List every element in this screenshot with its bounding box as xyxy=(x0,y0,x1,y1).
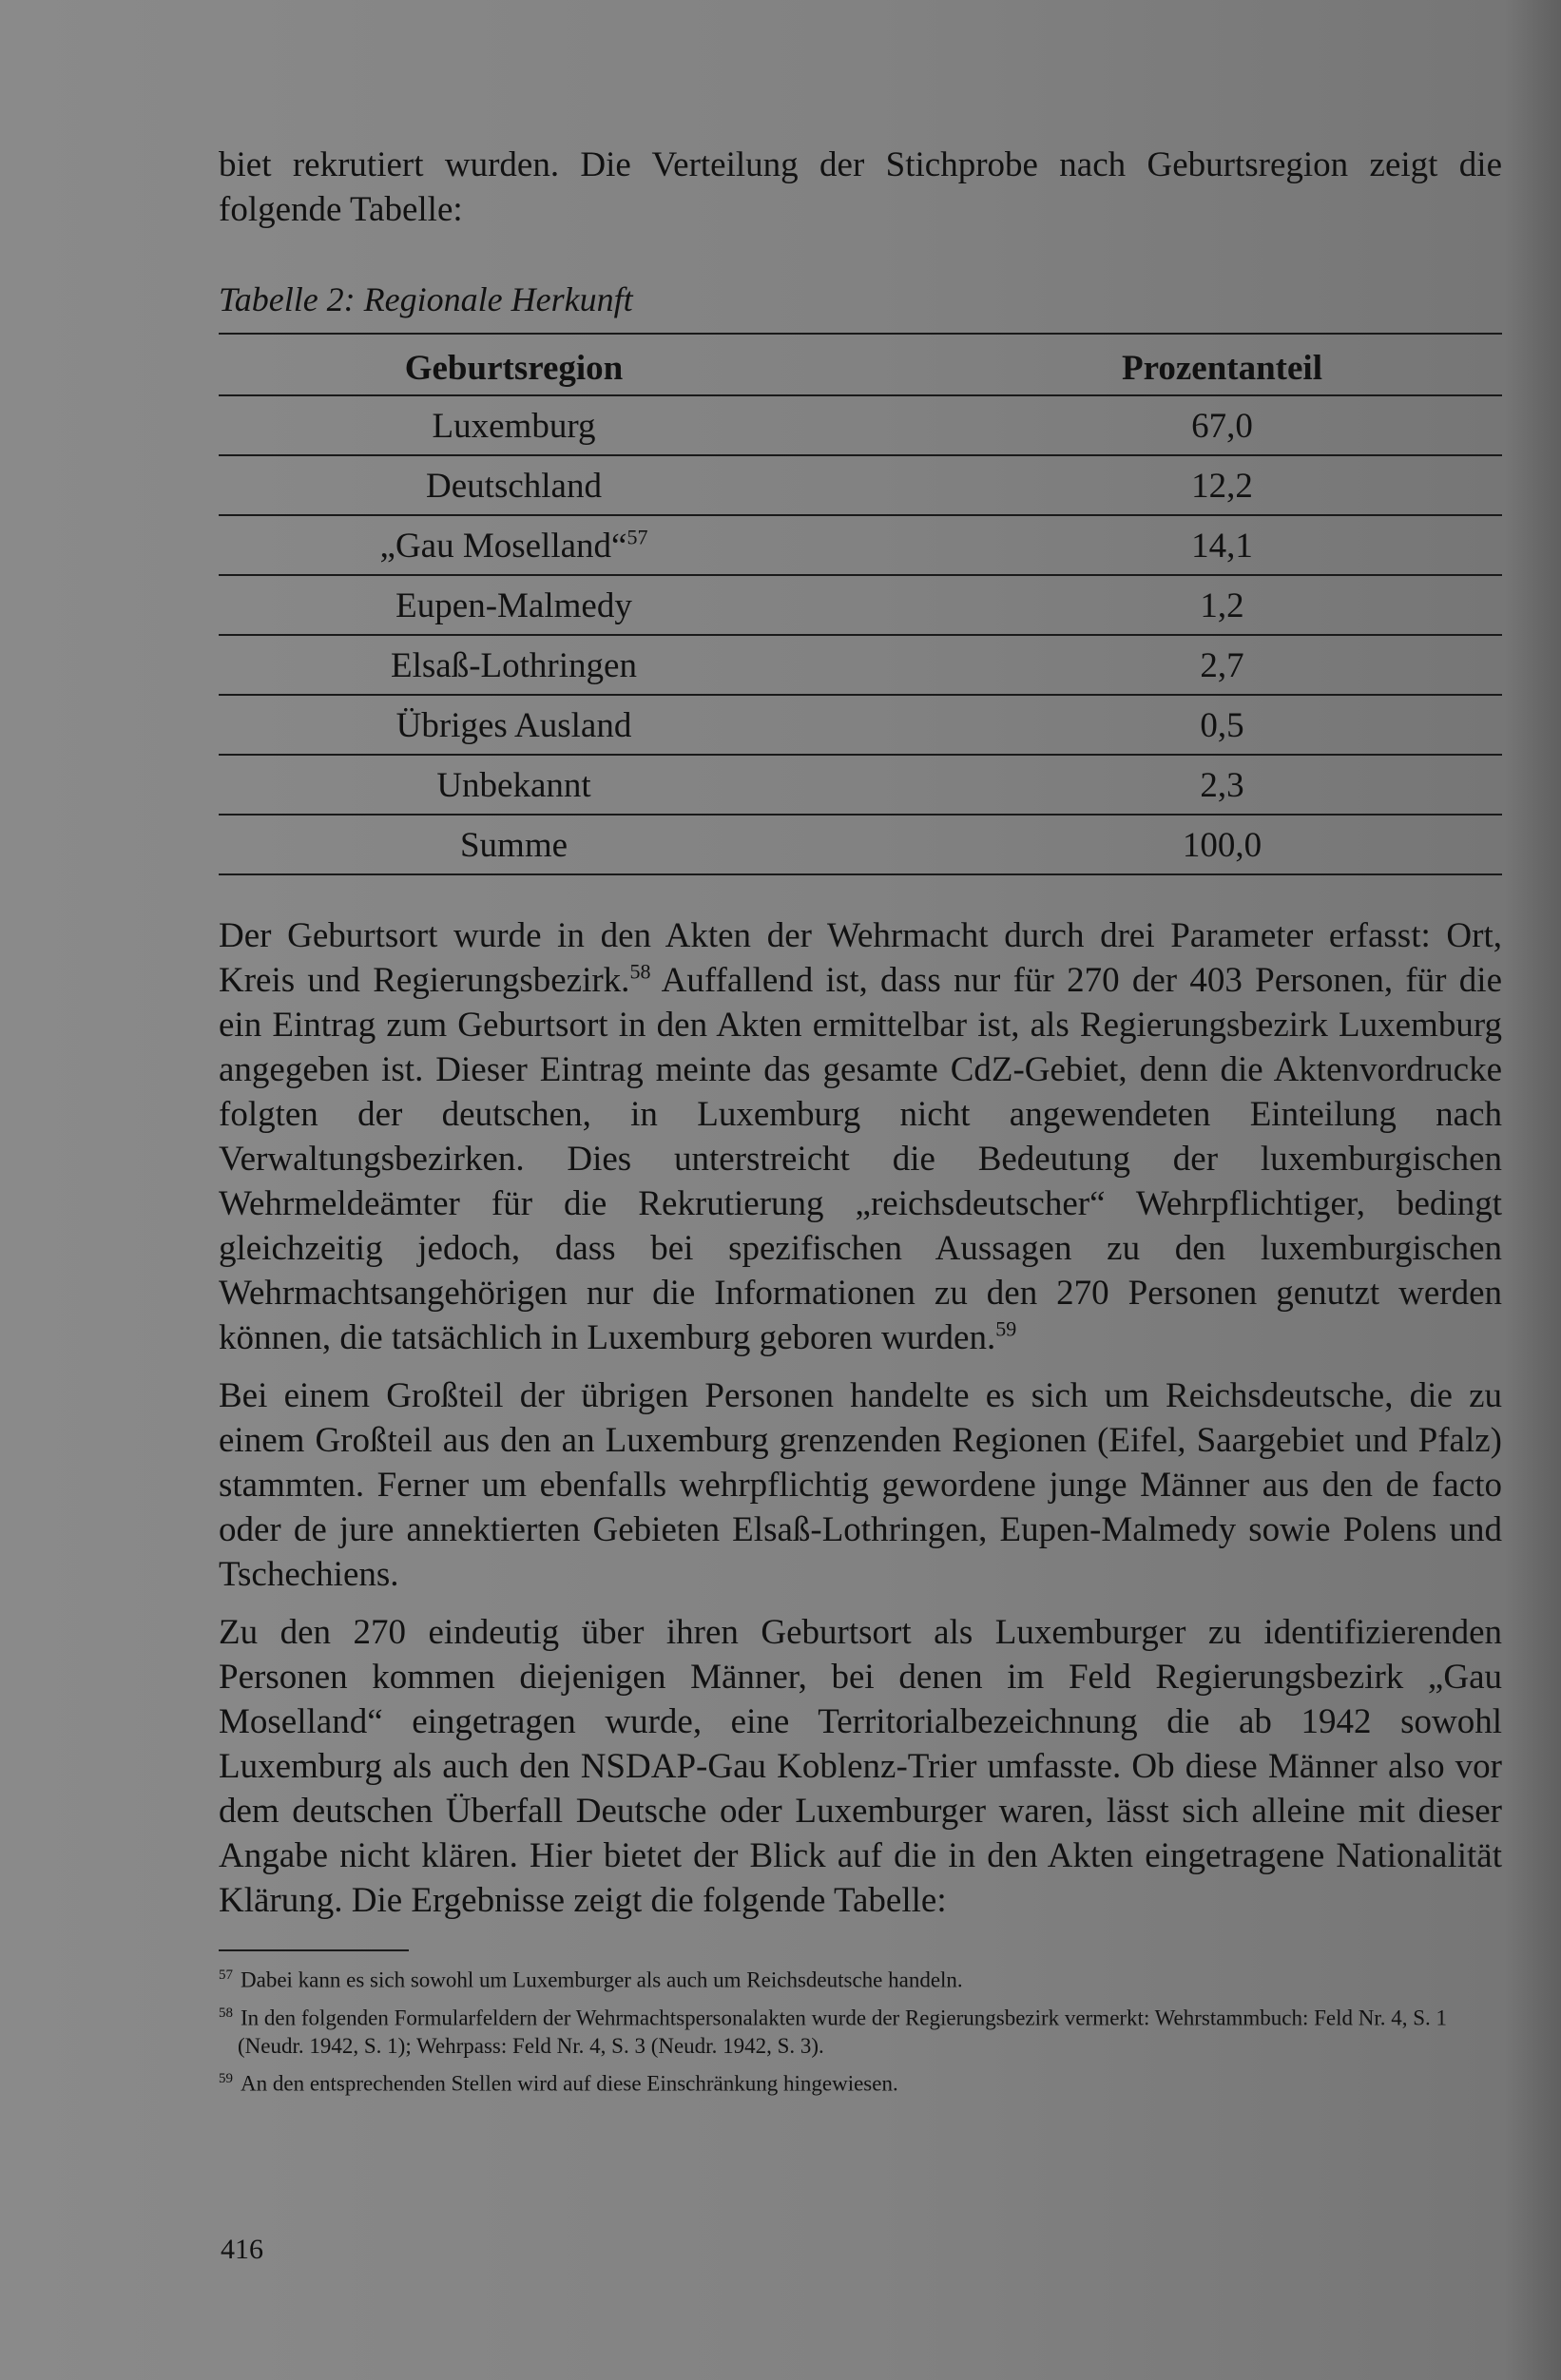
regional-origin-table xyxy=(219,333,1502,875)
table-row xyxy=(219,695,1502,755)
footnote-divider xyxy=(219,1949,409,1951)
percent-cell: 2,3 xyxy=(809,755,1502,815)
table-row xyxy=(219,395,1502,455)
table-row xyxy=(219,755,1502,815)
intro-paragraph: biet rekrutiert wurden. Die Verteilung der Stichprobe nach Geburtsregion zeigt die folgende Tabelle: xyxy=(219,145,1502,229)
table-caption: Tabelle 2: Regionale Herkunft xyxy=(219,280,633,318)
table-row xyxy=(219,815,1502,874)
footnote-57: $^{57}$ Dabei kann es sich sowohl um Luxemburger als auch um Reichsdeutsche handeln. xyxy=(219,1967,963,1992)
percent-cell: 12,2 xyxy=(809,455,1502,515)
header-prozentanteil: Prozentanteil xyxy=(809,334,1502,395)
footnote-59: $^{59}$ An den entsprechenden Stellen wird auf diese Einschränkung hingewiesen. xyxy=(219,2071,898,2096)
table-row xyxy=(219,575,1502,635)
region-cell: „Gau Moselland“$^{57}$ xyxy=(219,515,809,575)
table-row xyxy=(219,455,1502,515)
paragraph-reichsdeutsche: Bei einem Großteil der übrigen Personen handelte es sich um Reichsdeutsche, die zu einem Großteil aus den an Luxemburg grenzenden Regionen (Eifel, Saargebiet und Pfalz) stammten. Ferner um ebenfalls wehrpflichtig gewordene junge Männer aus den de facto oder de jure annektierten Gebieten Elsaß-Lothringen, Eupen-Malmedy sowie Polens und Tschechiens. xyxy=(219,1376,1502,1594)
percent-cell: 67,0 xyxy=(809,395,1502,455)
footnote-ref: 58 xyxy=(629,959,651,984)
region-cell: Summe xyxy=(219,815,809,874)
region-cell: Luxemburg xyxy=(219,395,809,455)
percent-cell: 100,0 xyxy=(809,815,1502,874)
footnote-58: $^{58}$ In den folgenden Formularfeldern der Wehrmachtspersonalakten wurde der Regierungsbezirk vermerkt: Wehrstammbuch: Feld Nr. 4, S. 1 (Neudr. 1942, S. 1); Wehrpass: Feld Nr. 4, S. 3 (Neudr. 1942, S. 3). xyxy=(219,2005,1448,2059)
percent-cell: 14,1 xyxy=(809,515,1502,575)
percent-cell: 2,7 xyxy=(809,635,1502,695)
paragraph-gau-moselland: Zu den 270 eindeutig über ihren Geburtsort als Luxemburger zu identifizierenden Personen kommen diejenigen Männer, bei denen im Feld Regierungsbezirk „Gau Moselland“ eingetragen wurde, eine Territorialbezeichnung die ab 1942 sowohl Luxemburg als auch den NSDAP-Gau Koblenz-Trier umfasste. Ob diese Männer also vor dem deutschen Überfall Deutsche oder Luxemburger waren, lässt sich alleine mit dieser Angabe nicht klären. Hier bietet der Blick auf die in den Akten eingetragene Nationalität Klärung. Die Ergebnisse zeigt die folgende Tabelle: xyxy=(219,1613,1502,1920)
footnote-ref: 57 xyxy=(626,525,648,549)
header-geburtsregion: Geburtsregion xyxy=(219,334,809,395)
paragraph-birthplace: Der Geburtsort wurde in den Akten der Wehrmacht durch drei Parameter erfasst: Ort, Kreis und Regierungsbezirk.$^{58}$ Auffallend ist, dass nur für 270 der 403 Personen, für die ein Eintrag zum Geburtsort in den Akten ermittelbar ist, als Regierungsbezirk Luxemburg angegeben ist. Dieser Eintrag meinte das gesamte CdZ-Gebiet, denn die Aktenvordrucke folgten der deutschen, in Luxemburg nicht angewendeten Einteilung nach Verwaltungsbezirken. Dies unterstreicht die Bedeutung der luxemburgischen Wehrmeldeämter für die Rekrutierung „reichsdeutscher“ Wehrpflichtiger, bedingt gleichzeitig jedoch, dass bei spezifischen Aussagen zu den luxemburgischen Wehrmachtsangehörigen nur die Informationen zu den 270 Personen genutzt werden können, die tatsächlich in Luxemburg geboren wurden.$^{59}$ xyxy=(219,916,1502,1357)
page-number: 416 xyxy=(221,2234,263,2265)
region-cell: Deutschland xyxy=(219,455,809,515)
region-cell: Eupen-Malmedy xyxy=(219,575,809,635)
footnote-ref: 59 xyxy=(995,1316,1017,1341)
table-row xyxy=(219,515,1502,575)
region-cell: Übriges Ausland xyxy=(219,695,809,755)
table-header-row xyxy=(219,334,1502,395)
table-row xyxy=(219,635,1502,695)
page-content xyxy=(219,143,1502,2102)
percent-cell: 0,5 xyxy=(809,695,1502,755)
region-cell: Elsaß-Lothringen xyxy=(219,635,809,695)
percent-cell: 1,2 xyxy=(809,575,1502,635)
region-cell: Unbekannt xyxy=(219,755,809,815)
